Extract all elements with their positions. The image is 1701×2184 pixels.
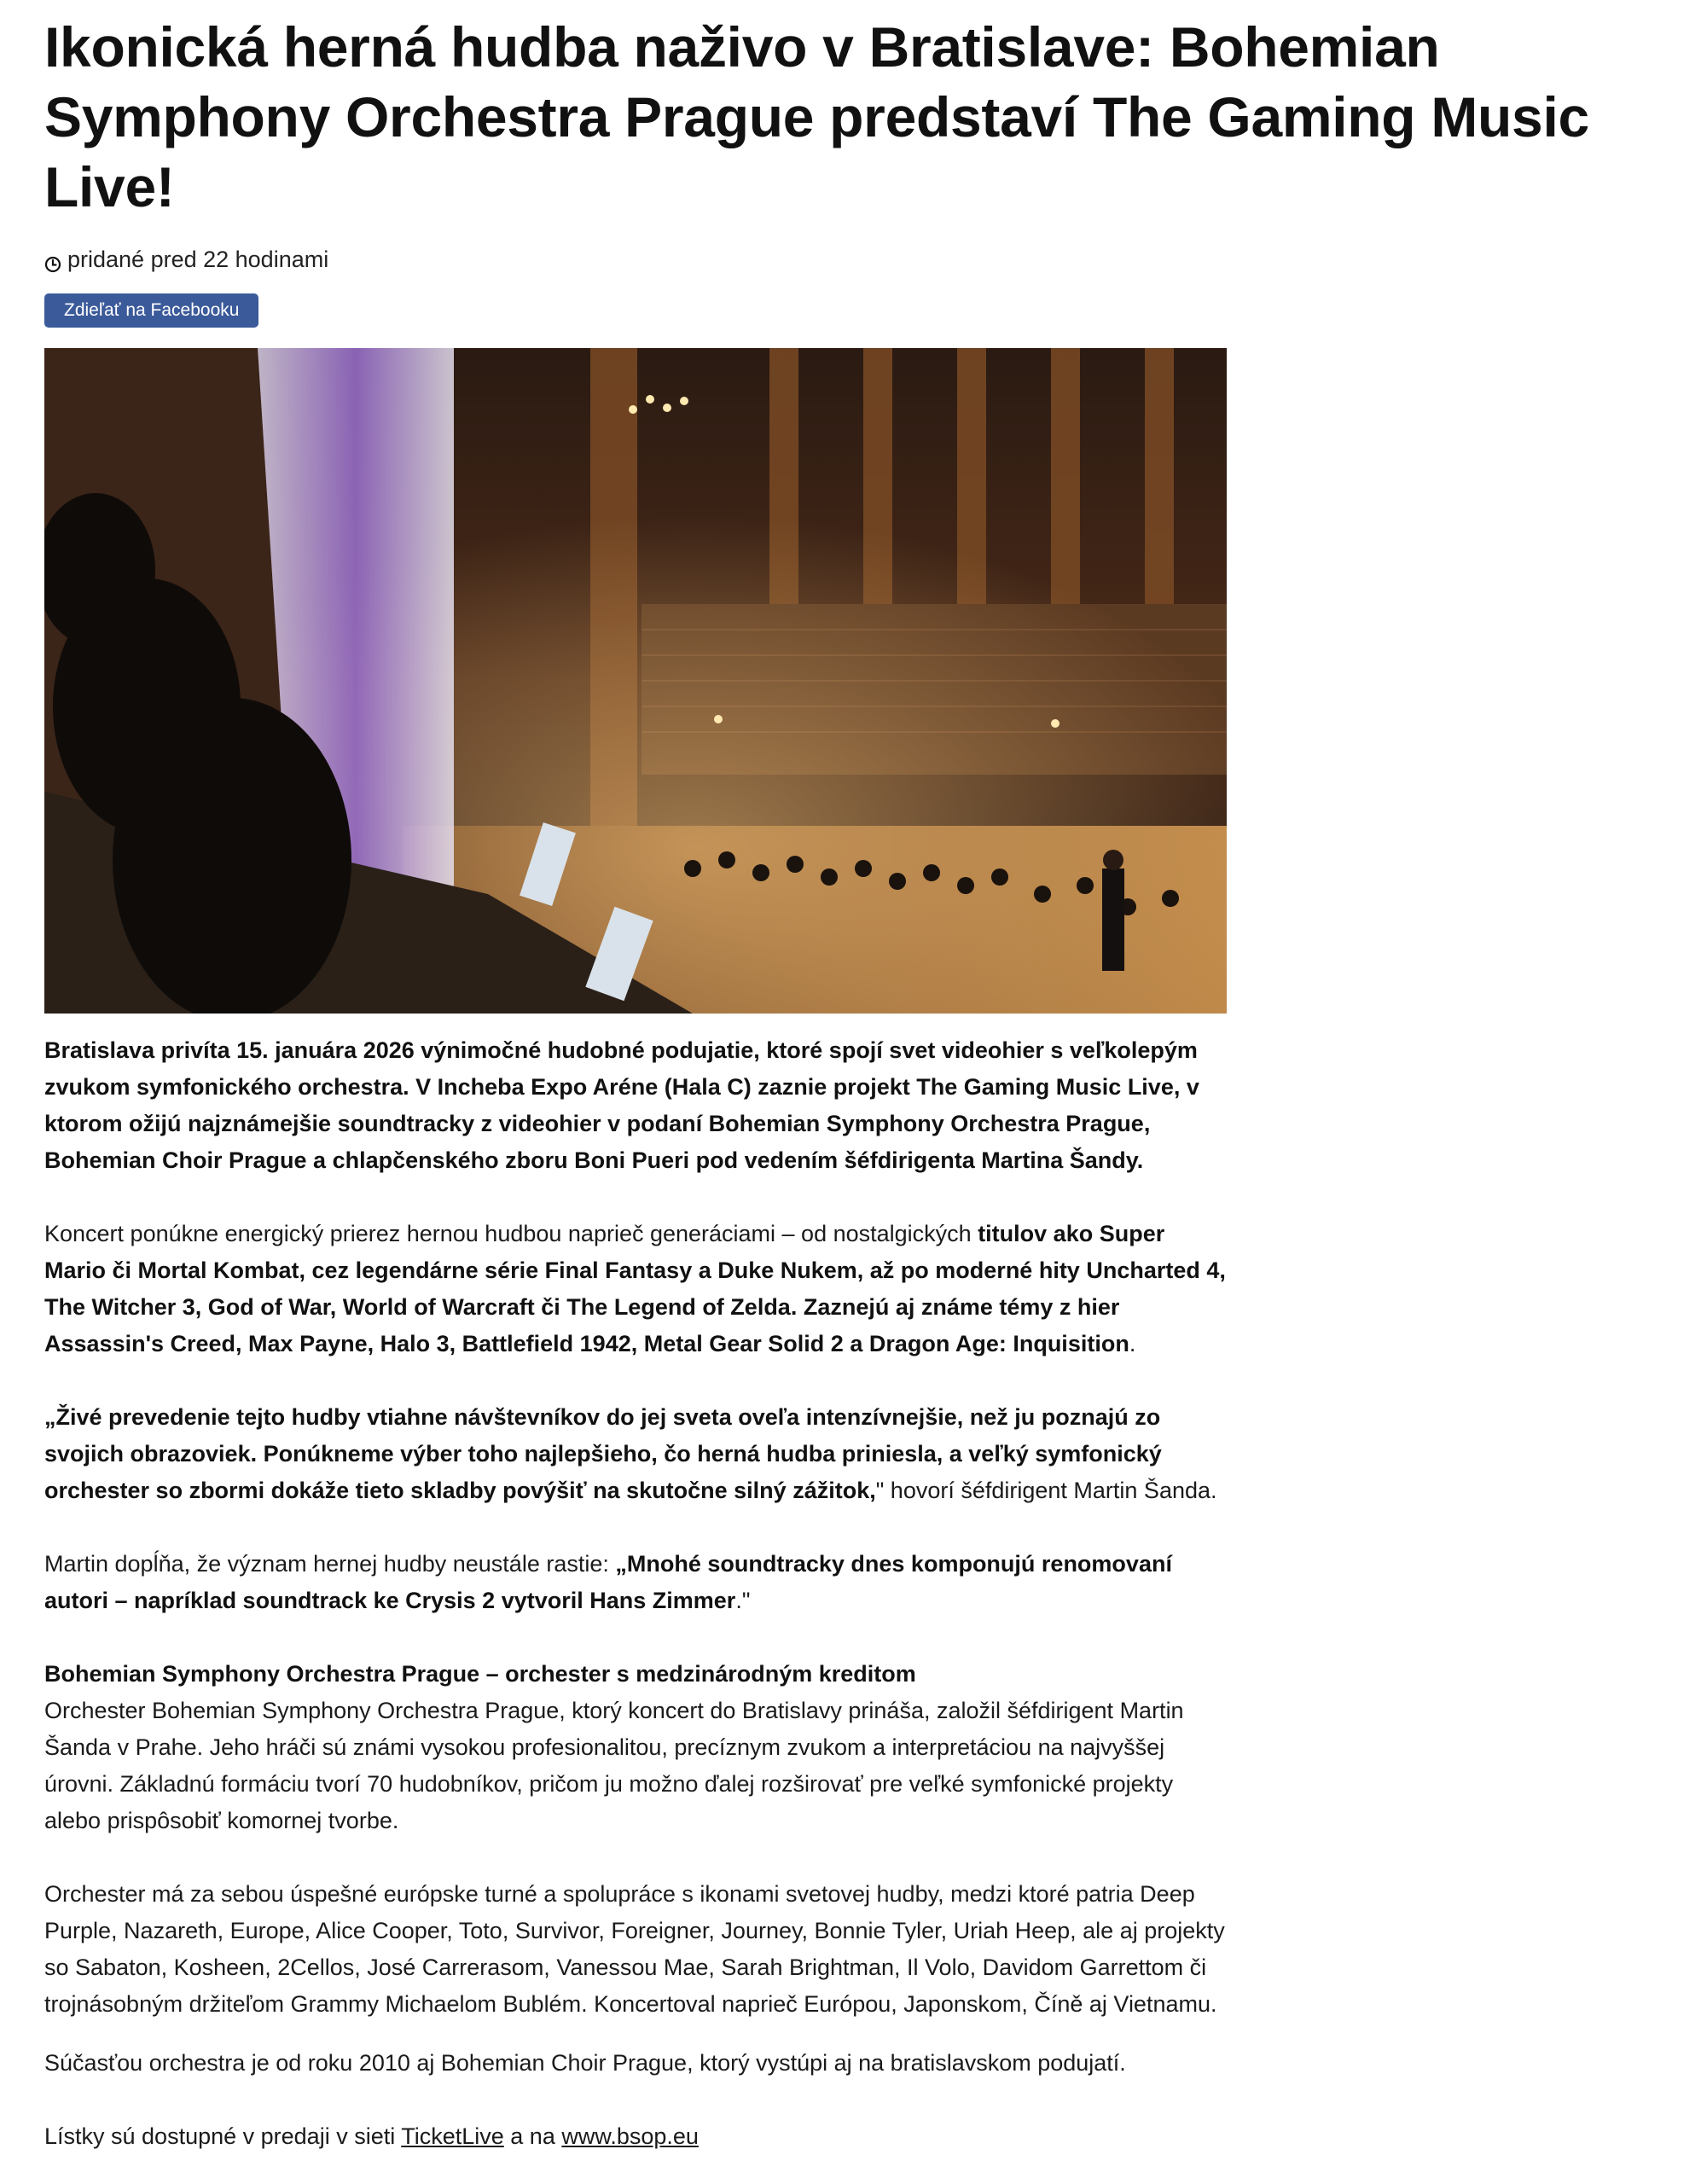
article	[44, 12, 1682, 2155]
article-body	[44, 1032, 1230, 2155]
section-heading	[44, 1656, 1230, 1693]
paragraph-choir: Súčasťou orchestra je od roku 2010 aj Bohemian Choir Prague, ktorý vystúpi aj na bratislavskom podujatí.	[44, 2050, 1126, 2076]
conductor-quote: „Živé prevedenie tejto hudby vtiahne návštevníkov do jej sveta oveľa intenzívnejšie, než ju poznajú zo svojich obrazoviek. Ponúkneme výber toho najlepšieho, čo herná hudba priniesla, a veľký symfonický orchester so zbormi dokáže tieto skladby povýšiť na skutočne silný zážitok,	[44, 1404, 1162, 1503]
tickets-mid: a na	[503, 2123, 562, 2149]
lead-text: Bratislava privíta 15. januára 2026 výnimočné hudobné podujatie, ktoré spojí svet videohier s veľkolepým zvukom symfonického orchestra. V Incheba Expo Aréne (Hala C) zaznie projekt The Gaming Music Live, v ktorom ožijú najznámejšie soundtracky z videohier v podaní Bohemian Symphony Orchestra Prague, Bohemian Choir Prague a chlapčenského zboru Boni Pueri pod vedením šéfdirigenta Martina Šandy.	[44, 1037, 1199, 1173]
tickets-intro: Lístky sú dostupné v predaji v sieti	[44, 2123, 402, 2149]
paragraph-quote	[44, 1399, 1230, 1509]
paragraph-tours: Orchester má za sebou úspešné európske turné a spolupráce s ikonami svetovej hudby, medzi ktoré patria Deep Purple, Nazareth, Europe, Alice Cooper, Toto, Survivor, Foreigner, Journey, Bonnie Tyler, Uriah Heep, ale aj projekty so Sabaton, Kosheen, 2Cellos, José Carrerasom, Vanessou Mae, Sarah Brightman, Il Volo, Davidom Garrettom či trojnásobným držiteľom Grammy Michaelom Bublém. Koncertoval naprieč Európou, Japonskom, Číně aj Vietnamu.	[44, 1881, 1225, 2017]
games-list: titulov ako Super Mario či Mortal Kombat, cez legendárne série Final Fantasy a Duke Nukem, až po moderné hity Uncharted 4, The Witcher 3, God of War, World of Warcraft či The Legend of Zelda. Zaznejú aj známe témy z hier Assassin's Creed, Max Payne, Halo 3, Battlefield 1942, Metal Gear Solid 2 a Dragon Age: Inquisition	[44, 1221, 1226, 1356]
paragraph-zimmer	[44, 1546, 1230, 1619]
ticketlive-link[interactable]: TicketLive	[401, 2123, 504, 2149]
zimmer-intro: Martin dopĺňa, že význam hernej hudby neustále rastie:	[44, 1551, 616, 1577]
posted-time: pridané pred 22 hodinami	[67, 247, 329, 272]
games-end: .	[1129, 1331, 1136, 1356]
share-facebook-button[interactable]: Zdieľať na Facebooku	[44, 293, 258, 328]
paragraph-orchestra: Orchester Bohemian Symphony Orchestra Prague, ktorý koncert do Bratislavy prináša, založil šéfdirigent Martin Šanda v Prahe. Jeho hráči sú známi vysokou profesionalitou, precíznym zvukom a interpretáciou na najvyššej úrovni. Základnú formáciu tvorí 70 hudobníkov, pričom ju možno ďalej rozširovať pre veľké symfonické projekty alebo prispôsobiť komornej tvorbe.	[44, 1698, 1184, 1833]
paragraph-tickets	[44, 2118, 1230, 2155]
quote-attribution: " hovorí šéfdirigent Martin Šanda.	[875, 1478, 1217, 1503]
paragraph-games	[44, 1216, 1230, 1362]
zimmer-end: ."	[735, 1588, 751, 1613]
games-intro: Koncert ponúkne energický prierez hernou hudbou naprieč generáciami – od nostalgických	[44, 1221, 978, 1246]
lead-paragraph	[44, 1032, 1230, 1179]
concert-photo	[44, 348, 1227, 1014]
article-title: Ikonická herná hudba naživo v Bratislave: Bohemian Symphony Orchestra Prague predstaví The Gaming Music Live!	[44, 15, 1589, 218]
clock-icon	[44, 250, 61, 267]
zimmer-quote: „Mnohé soundtracky dnes komponujú renomovaní autori – napríklad soundtrack ke Crysis 2 vytvoril Hans Zimmer	[44, 1551, 1172, 1613]
post-meta	[44, 244, 1682, 275]
bsop-link[interactable]: www.bsop.eu	[561, 2123, 699, 2149]
section-title: Bohemian Symphony Orchestra Prague – orchester s medzinárodným kreditom	[44, 1661, 916, 1687]
